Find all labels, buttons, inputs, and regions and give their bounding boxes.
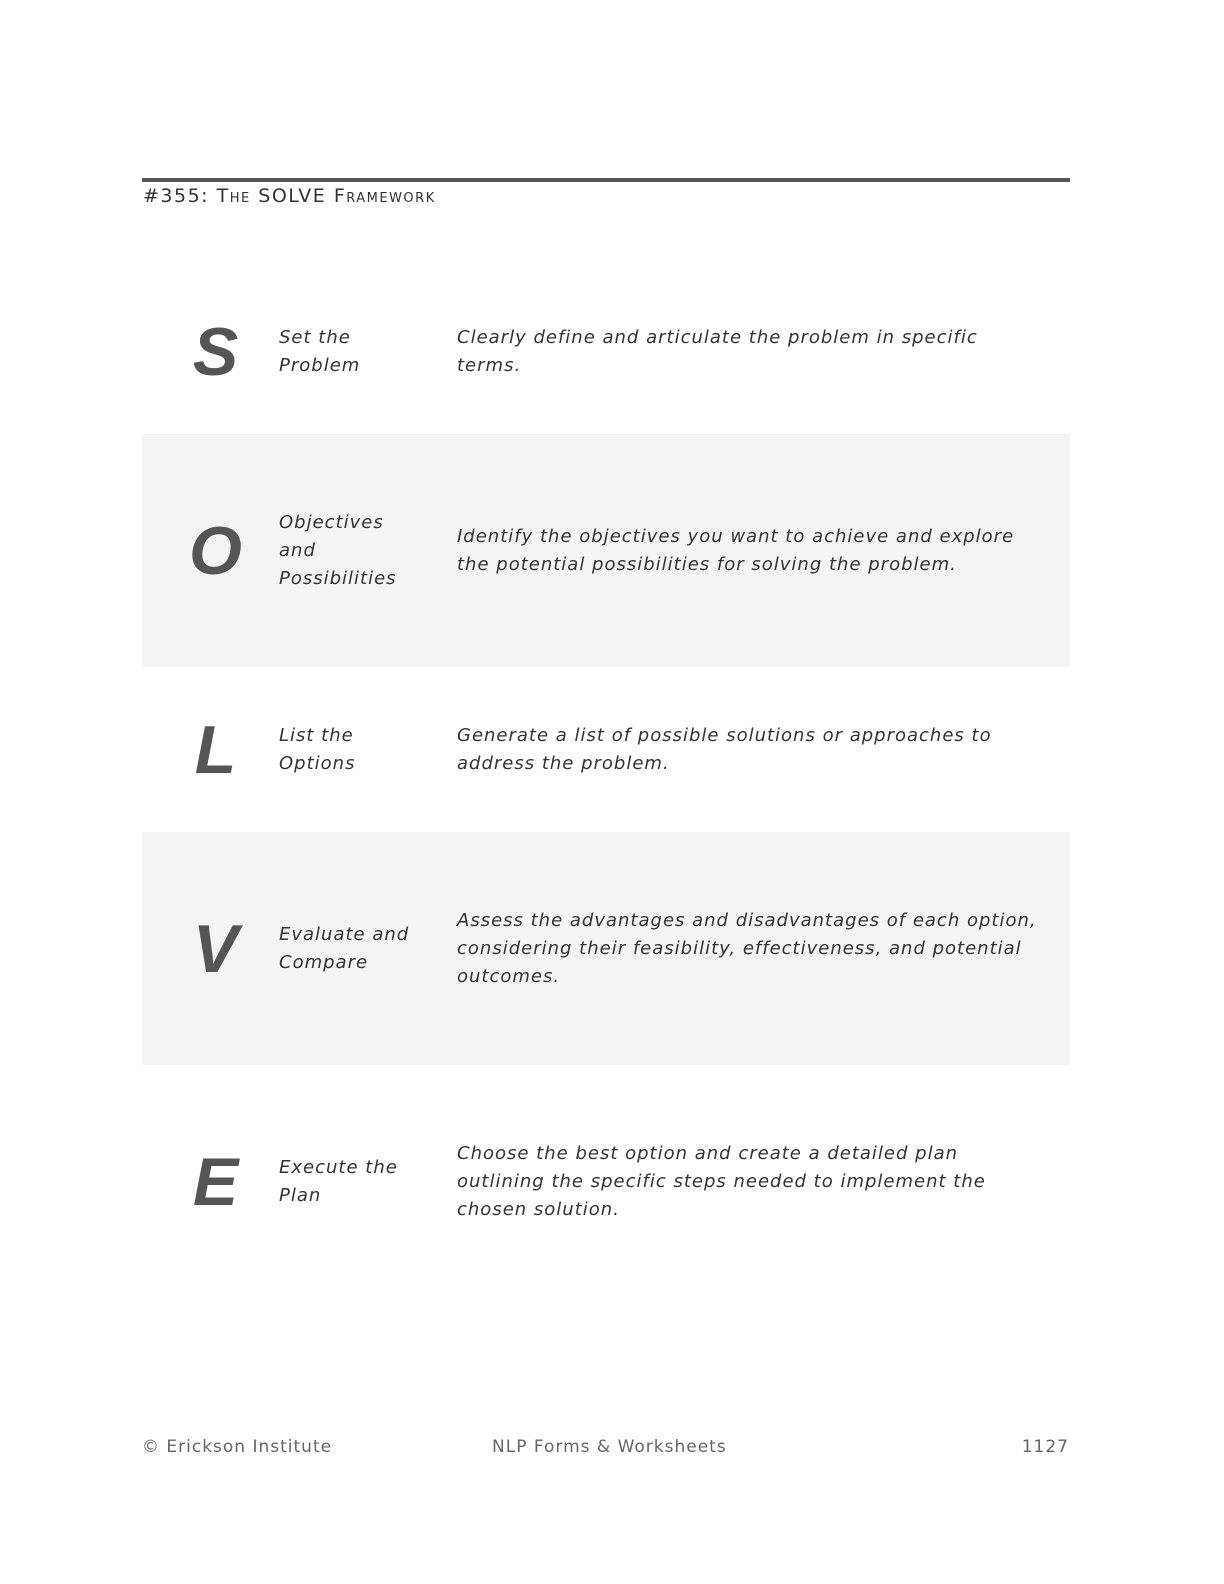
row-label: Execute the Plan (279, 1157, 398, 1206)
row-description: Assess the advantages and disadvantages of each option, considering their feasibility, effectiveness, and potential outcomes. (457, 909, 1037, 987)
row-letter: E (192, 1144, 239, 1220)
row-label: Evaluate and Compare (279, 923, 410, 973)
page-title: #355: The SOLVE Framework (143, 185, 436, 207)
row-description: Generate a list of possible solutions or approaches to address the problem. (457, 724, 992, 774)
row-letter: S (192, 314, 239, 390)
footer-book-title: NLP Forms & Worksheets (492, 1437, 727, 1457)
framework-row-o (142, 434, 1070, 667)
framework-row-s (142, 270, 1070, 434)
row-description: Choose the best option and create a detailed plan outlining the specific steps needed to implement the chosen solution. (457, 1143, 986, 1220)
row-description: Clearly define and articulate the problem in specific terms. (457, 327, 978, 376)
row-label: List the Options (279, 724, 356, 774)
framework-row-e (142, 1065, 1070, 1299)
row-letter: V (192, 910, 239, 987)
framework-row-v (142, 832, 1070, 1065)
page-number: 1127 (1021, 1437, 1069, 1457)
row-description: Identify the objectives you want to achieve and explore the potential possibilities for solving the problem. (457, 525, 1015, 575)
footer-copyright: © Erickson Institute (142, 1437, 333, 1457)
row-label: Objectives and Possibilities (279, 511, 397, 589)
row-letter: O (189, 512, 242, 589)
row-label: Set the Problem (279, 327, 361, 376)
framework-row-l (142, 667, 1070, 832)
header-rule (142, 178, 1070, 182)
row-letter: L (194, 711, 237, 788)
